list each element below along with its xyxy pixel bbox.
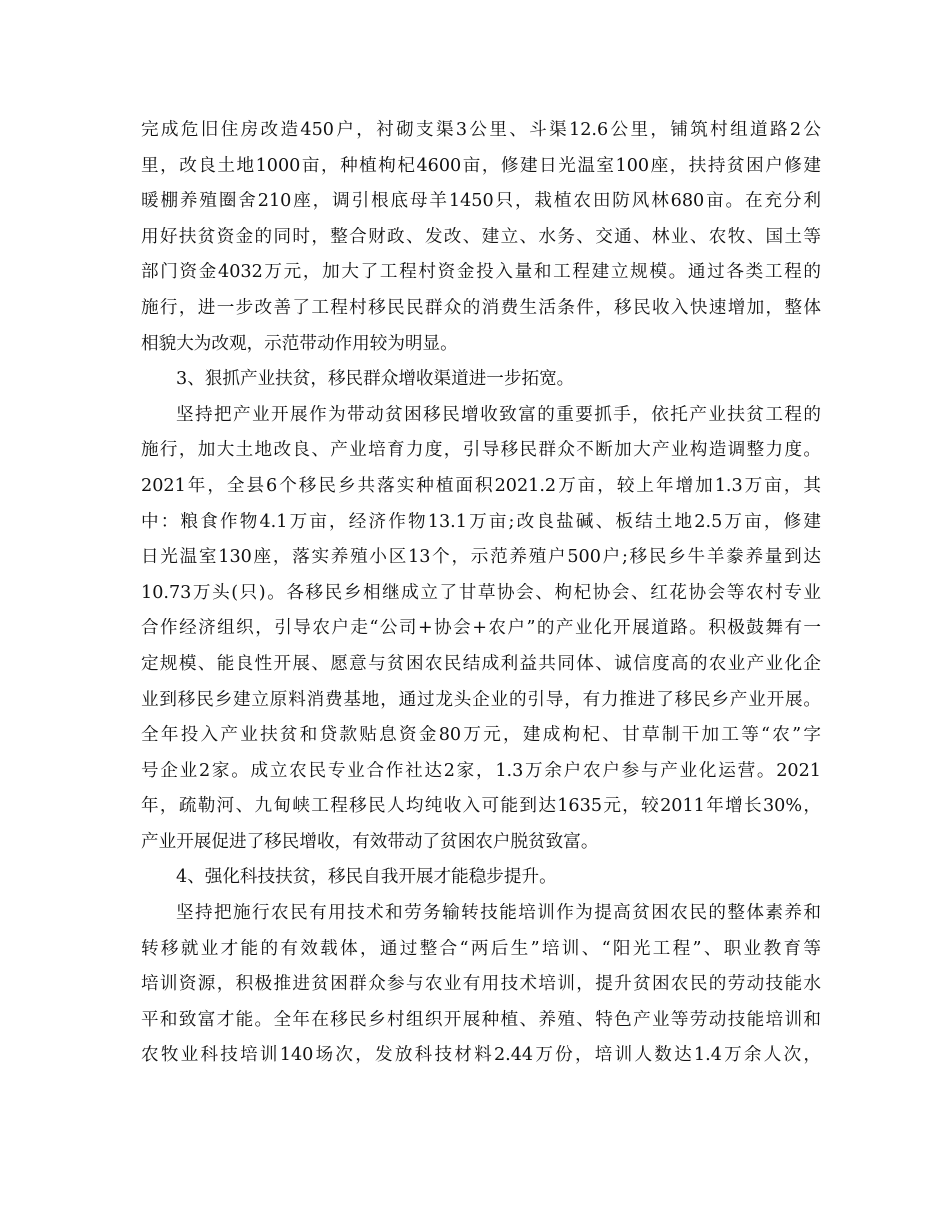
text-line: 部门资金4032万元，加大了工程村资金投入量和工程建立规模。通过各类工程的: [141, 262, 821, 283]
section-heading: 4、强化科技扶贫，移民自我开展才能稳步提升。: [176, 867, 557, 888]
text-line: 2021年，全县6个移民乡共落实种植面积2021.2万亩，较上年增加1.3万亩，其: [141, 475, 821, 496]
text-line: 坚持把产业开展作为带动贫困移民增收致富的重要抓手，依托产业扶贫工程的: [176, 404, 821, 425]
text-line: 完成危旧住房改造450户，衬砌支渠3公里、斗渠12.6公里，铺筑村组道路2公: [141, 120, 821, 140]
text-line: 相貌大为改观，示范带动作用较为明显。: [141, 333, 458, 354]
text-line: 中：粮食作物4.1万亩，经济作物13.1万亩;改良盐碱、板结土地2.5万亩，修建: [141, 511, 821, 532]
text-line: 里，改良土地1000亩，种植枸杞4600亩，修建日光温室100座，扶持贫困户修建: [141, 155, 821, 176]
text-line: 坚持把施行农民有用技术和劳务输转技能培训作为提高贫困农民的整体素养和: [176, 903, 821, 924]
text-line: 暖棚养殖圈舍210座，调引根底母羊1450只，栽植农田防风林680亩。在充分利: [141, 191, 821, 212]
text-line: 培训资源，积极推进贫困群众参与农业有用技术培训，提升贫困农民的劳动技能水: [141, 974, 821, 995]
text-line: 转移就业才能的有效载体，通过整合“两后生”培训、“阳光工程”、职业教育等: [141, 938, 821, 959]
text-line: 日光温室130座，落实养殖小区13个，示范养殖户500户;移民乡牛羊豢养量到达: [141, 547, 821, 568]
text-line: 全年投入产业扶贫和贷款贴息资金80万元，建成枸杞、甘草制干加工等“农”字: [141, 725, 821, 746]
text-line: 合作经济组织，引导农户走“公司+协会+农户”的产业化开展道路。积极鼓舞有一: [141, 618, 821, 639]
body-text: [141, 113, 821, 1074]
text-line: 产业开展促进了移民增收，有效带动了贫困农户脱贫致富。: [141, 831, 599, 852]
text-line: 施行，进一步改善了工程村移民民群众的消费生活条件，移民收入快速增加，整体: [141, 297, 821, 318]
section-heading: 3、狠抓产业扶贫，移民群众增收渠道进一步拓宽。: [176, 369, 575, 390]
text-line: 业到移民乡建立原料消费基地，通过龙头企业的引导，有力推进了移民乡产业开展。: [141, 689, 821, 710]
text-line: 10.73万头(只)。各移民乡相继成立了甘草协会、枸杞协会、红花协会等农村专业: [141, 582, 821, 603]
text-line: 用好扶贫资金的同时，整合财政、发改、建立、水务、交通、林业、农牧、国土等: [141, 226, 821, 247]
text-line: 定规模、能良性开展、愿意与贫困农民结成利益共同体、诚信度高的农业产业化企: [141, 653, 821, 674]
text-line: 平和致富才能。全年在移民乡村组织开展种植、养殖、特色产业等劳动技能培训和: [141, 1009, 821, 1030]
text-line: 年，疏勒河、九甸峡工程移民人均纯收入可能到达1635元，较2011年增长30%，: [141, 796, 821, 817]
text-line: 农牧业科技培训140场次，发放科技材料2.44万份，培训人数达1.4万余人次，: [141, 1045, 821, 1066]
text-line: 施行，加大土地改良、产业培育力度，引导移民群众不断加大产业构造调整力度。: [141, 440, 821, 461]
text-line: 号企业2家。成立农民专业合作社达2家，1.3万余户农户参与产业化运营。2021: [141, 760, 821, 781]
